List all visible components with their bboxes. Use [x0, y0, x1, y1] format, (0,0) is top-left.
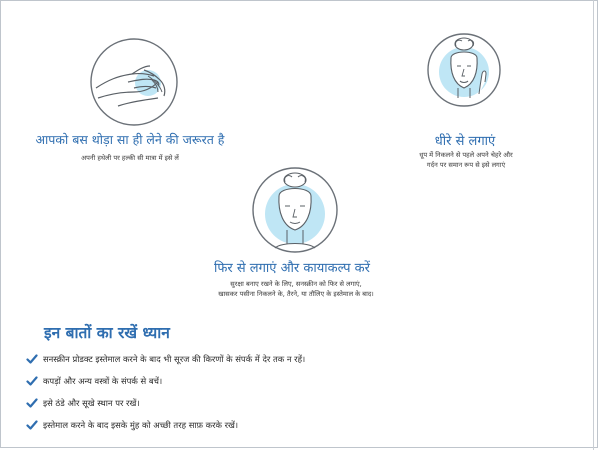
- hands-applying-cream-icon: [88, 36, 180, 128]
- step-3-description: [178, 279, 414, 299]
- list-item: [26, 370, 305, 392]
- step-2-description: [378, 150, 554, 170]
- list-item: [26, 414, 305, 436]
- step-1-description: अपनी हथेली पर हल्की सी मात्रा में इसे लें: [81, 154, 179, 162]
- tips-list: [26, 348, 305, 436]
- tips-section-title: इन बातों का रखें ध्यान: [44, 324, 170, 342]
- face-with-headband-icon: [247, 164, 343, 256]
- checkmark-icon: [26, 419, 38, 431]
- step-3-title: फिर से लगाएं और कायाकल्प करें: [214, 261, 370, 276]
- step-3-description-line: खासकर पसीना निकलने के, तैरने, या तौलिए के इस्तेमाल के बाद।: [218, 290, 374, 298]
- step-3-description-line: सुरक्षा बनाए रखने के लिए, सनस्क्रीन को फिर से लगाएं,: [230, 280, 362, 288]
- tip-text: कपड़ों और अन्य वस्त्रों के संपर्क से बचें।: [43, 375, 163, 386]
- list-item: [26, 392, 305, 414]
- right-divider: [593, 0, 594, 450]
- tip-text: इसे ठंडे और सूखे स्थान पर रखें।: [43, 397, 140, 408]
- face-applying-cream-icon: [424, 28, 504, 108]
- step-2-description-line: धूप में निकलने से पहले अपने चेहरे और: [419, 151, 513, 159]
- step-2-description-line: गर्दन पर समान रूप से इसे लगाएं: [426, 161, 506, 169]
- list-item: [26, 348, 305, 370]
- tip-text: सनस्क्रीन प्रोडक्ट इस्तेमाल करने के बाद भी सूरज की किरणों के संपर्क में देर तक न रहें।: [43, 353, 306, 364]
- checkmark-icon: [26, 353, 38, 365]
- checkmark-icon: [26, 375, 38, 387]
- step-1-title: आपको बस थोड़ा सा ही लेने की जरूरत है: [35, 132, 225, 147]
- checkmark-icon: [26, 397, 38, 409]
- tip-text: इस्तेमाल करने के बाद इसके मुंह को अच्छी तरह साफ़ करके रखें।: [43, 419, 239, 430]
- step-2-title: धीरे से लगाएं: [434, 134, 496, 149]
